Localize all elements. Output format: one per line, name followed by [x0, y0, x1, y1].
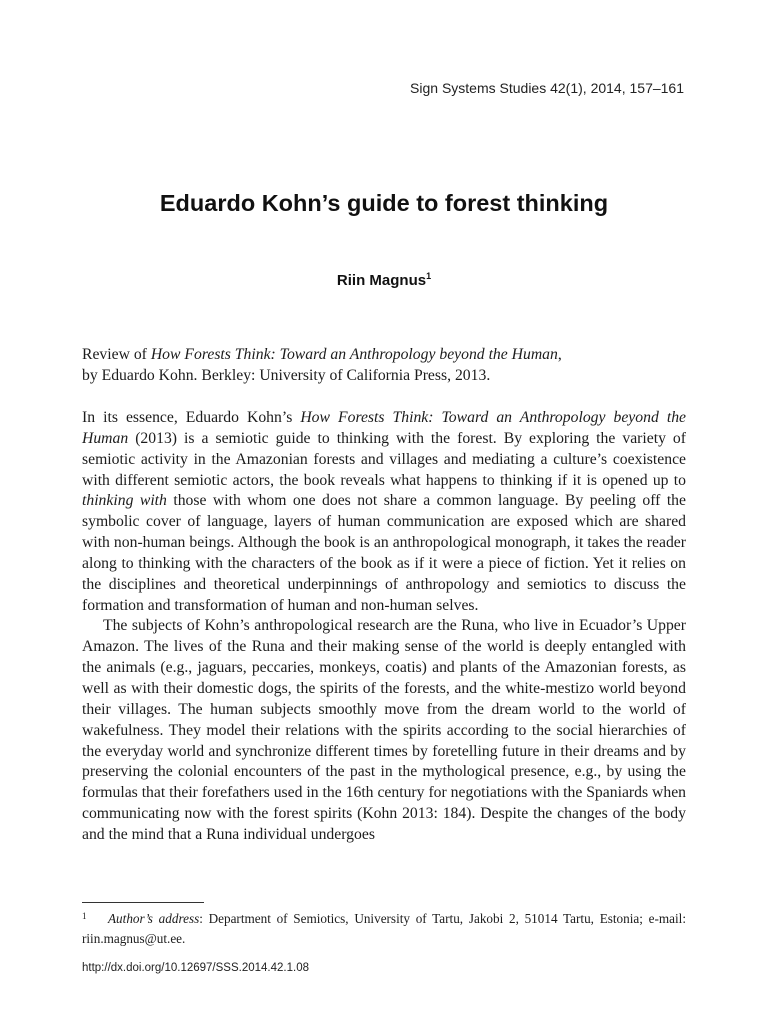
- para1-text-a: In its essence, Eduardo Kohn’s: [82, 409, 301, 426]
- para1-emphasis: thinking with: [82, 492, 167, 510]
- journal-citation: Sign Systems Studies 42(1), 2014, 157–161: [410, 80, 684, 96]
- para1-text-b: (2013) is a semiotic guide to thinking with the forest. By exploring the variety of semiotic activity in the Amazonian forests and villages and mediating a culture’s coexistence with different semiotic actors, the book reveals what happens to thinking if it is opened up to: [82, 429, 686, 489]
- body-paragraph-2: The subjects of Kohn’s anthropological research are the Runa, who live in Ecuador’s Upper Amazon. The lives of the Runa and their making sense of the world is deeply entangled with the animals (e.g., jaguars, peccaries, monkeys, coatis) and plants of the Amazonian forests, as well as with their domestic dogs, the spirits of the forests, and the white-mestizo world beyond their villages. The human subjects smoothly move from the dream world to the world of wakefulness. They model their relations with the spirits according to the social hierarchies of the everyday world and synchronize different times by foretelling future in their dreams and by preserving the colonial encounters of the past in the mythological presence, e.g., by using the formulas that their forefathers used in the 16th century for negotiations with the Spaniards when communicating now with the forest spirits (Kohn 2013: 184). Despite the changes of the body and the mind that a Runa individual undergoes: [82, 617, 686, 843]
- footnote-label: Author’s address: [108, 911, 200, 926]
- article-body: [82, 408, 686, 846]
- footnote: [82, 906, 686, 949]
- doi-link[interactable]: http://dx.doi.org/10.12697/SSS.2014.42.1.08: [82, 962, 309, 974]
- author-name: Riin Magnus: [336, 272, 427, 289]
- author-footnote-mark[interactable]: 1: [426, 271, 432, 281]
- review-punct: ,: [557, 346, 562, 363]
- footnote-number: 1: [82, 911, 87, 921]
- review-line-2: by Eduardo Kohn. Berkley: University of California Press, 2013.: [82, 366, 491, 384]
- para1-book-title: How Forests Think: Toward an Anthropology beyond the Human: [82, 409, 686, 447]
- author-line: [0, 271, 768, 289]
- review-line-1: [82, 345, 686, 366]
- review-prefix: Review of: [82, 346, 151, 363]
- footnote-text: : Department of Semiotics, University of Tartu, Jakobi 2, 51014 Tartu, Estonia; e-mail: riin.magnus@ut.ee.: [82, 911, 686, 946]
- body-paragraph-1: [82, 408, 686, 616]
- footnote-divider: [82, 902, 204, 903]
- review-reference: [82, 345, 686, 387]
- article-title: Eduardo Kohn’s guide to forest thinking: [159, 190, 609, 216]
- reviewed-book-title: How Forests Think: Toward an Anthropology beyond the Human: [150, 346, 558, 363]
- para1-text-c: those with whom one does not share a common language. By peeling off the symbolic cover of language, layers of human communication are exposed which are shared with non-human beings. Although the book is an anthropological monograph, it takes the reader along to thinking with the characters of the book as if it were a piece of fiction. Yet it relies on the disciplines and theoretical underpinnings of anthropology and semiotics to discuss the formation and transformation of human and non-human selves.: [82, 492, 686, 614]
